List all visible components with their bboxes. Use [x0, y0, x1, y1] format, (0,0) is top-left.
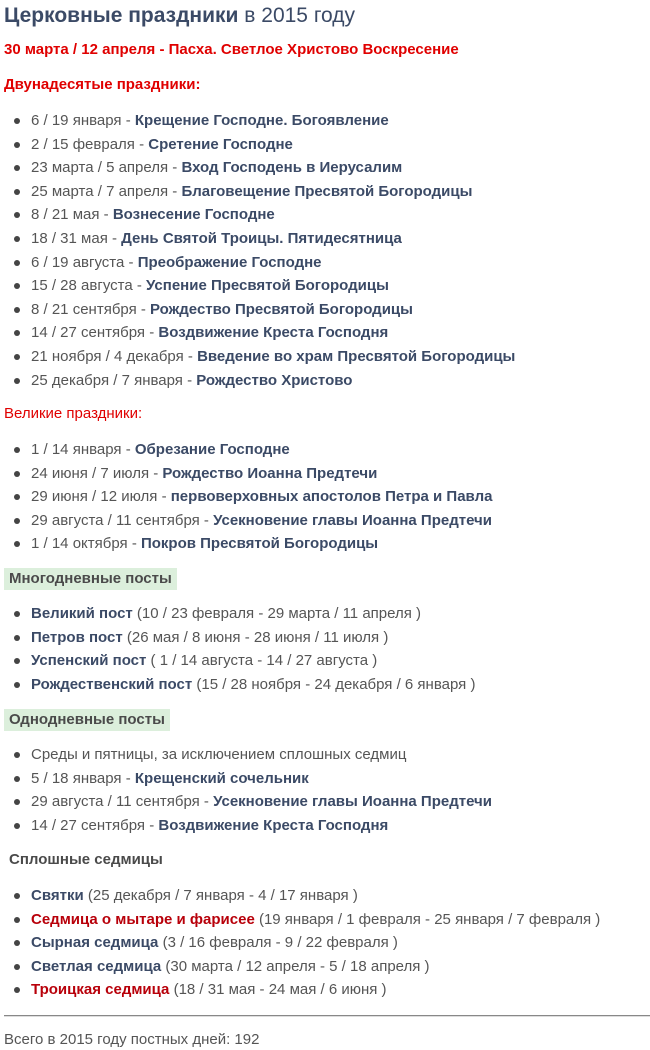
list-item: 29 августа / 11 сентября - Усекновение главы Иоанна Предтечи	[0, 509, 492, 533]
list-item: Седмица о мытаре и фарисее (19 января / 1 февраля - 25 января / 7 февраля )	[0, 908, 650, 932]
list-one-day-fasts	[0, 743, 492, 837]
list-item: 23 марта / 5 апреля - Вход Господень в Иерусалим	[0, 156, 515, 180]
section-heading-one-day-fasts: Однодневные посты	[4, 709, 170, 731]
fast-days-total: Всего в 2015 году постных дней: 192	[4, 1031, 260, 1048]
page-title-suffix: в 2015 году	[238, 4, 355, 27]
list-item: 2 / 15 февраля - Сретение Господне	[0, 133, 515, 157]
list-item: 5 / 18 января - Крещенский сочельник	[0, 767, 492, 791]
section-heading-great: Великие праздники:	[4, 405, 143, 422]
page-title-main: Церковные праздники	[4, 4, 239, 27]
list-item: 24 июня / 7 июля - Рождество Иоанна Предтечи	[0, 462, 492, 486]
list-item: 8 / 21 мая - Вознесение Господне	[0, 203, 515, 227]
list-item: 8 / 21 сентября - Рождество Пресвятой Богородицы	[0, 298, 515, 322]
list-item: Рождественский пост (15 / 28 ноября - 24 декабря / 6 января )	[0, 673, 475, 697]
list-twelve	[0, 109, 515, 392]
list-item: 29 июня / 12 июля - первоверховных апостолов Петра и Павла	[0, 485, 492, 509]
easter-line: 30 марта / 12 апреля - Пасха. Светлое Христово Воскресение	[4, 41, 459, 58]
list-item: Успенский пост ( 1 / 14 августа - 14 / 27 августа )	[0, 649, 475, 673]
list-item: Великий пост (10 / 23 февраля - 29 марта / 11 апреля )	[0, 602, 475, 626]
section-heading-solid-weeks: Сплошные седмицы	[9, 851, 163, 868]
list-item: 14 / 27 сентября - Воздвижение Креста Господня	[0, 814, 492, 838]
list-item: 6 / 19 января - Крещение Господне. Богоявление	[0, 109, 515, 133]
section-heading-twelve: Двунадесятые праздники:	[4, 76, 201, 93]
list-item: Троицкая седмица (18 / 31 мая - 24 мая / 6 июня )	[0, 978, 650, 1002]
list-item: 1 / 14 января - Обрезание Господне	[0, 438, 492, 462]
list-solid-weeks	[0, 884, 650, 1002]
list-great	[0, 438, 492, 556]
page-title	[4, 3, 355, 29]
list-item: 14 / 27 сентября - Воздвижение Креста Господня	[0, 321, 515, 345]
list-item: 25 марта / 7 апреля - Благовещение Пресвятой Богородицы	[0, 180, 515, 204]
divider	[4, 1015, 650, 1017]
list-item: 25 декабря / 7 января - Рождество Христово	[0, 369, 515, 393]
list-item: 15 / 28 августа - Успение Пресвятой Богородицы	[0, 274, 515, 298]
list-item: 1 / 14 октября - Покров Пресвятой Богородицы	[0, 532, 492, 556]
list-item: 18 / 31 мая - День Святой Троицы. Пятидесятница	[0, 227, 515, 251]
list-item: 29 августа / 11 сентября - Усекновение главы Иоанна Предтечи	[0, 790, 492, 814]
list-item: 6 / 19 августа - Преображение Господне	[0, 251, 515, 275]
list-item: Среды и пятницы, за исключением сплошных седмиц	[0, 743, 492, 767]
list-item: Петров пост (26 мая / 8 июня - 28 июня / 11 июля )	[0, 626, 475, 650]
list-item: Святки (25 декабря / 7 января - 4 / 17 января )	[0, 884, 650, 908]
list-item: 21 ноября / 4 декабря - Введение во храм Пресвятой Богородицы	[0, 345, 515, 369]
list-multi-fasts	[0, 602, 475, 696]
section-heading-multi-fasts: Многодневные посты	[4, 568, 177, 590]
list-item: Светлая седмица (30 марта / 12 апреля - 5 / 18 апреля )	[0, 955, 650, 979]
list-item: Сырная седмица (3 / 16 февраля - 9 / 22 февраля )	[0, 931, 650, 955]
